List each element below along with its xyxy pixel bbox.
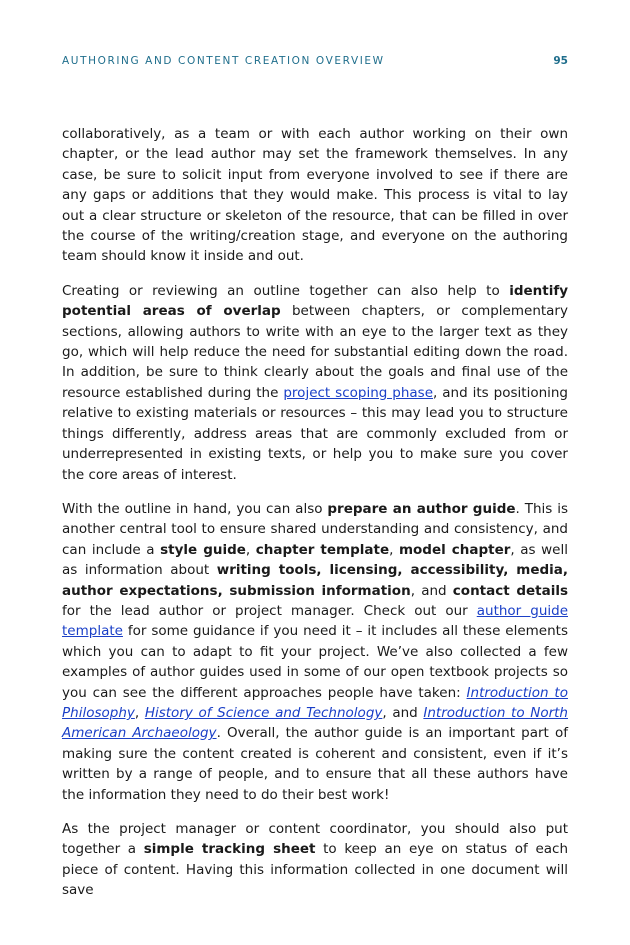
text-run: collaboratively, as a team or with each author working on their own chapter, or the lead author may set the framework themselves. In any case, be sure to solicit input from everyone involved to see if there are any gaps or additions that they would make. This process is vital to lay out a clear structure or skeleton of the resource, that can be filled in over the course of the writing/creation stage, and everyone on the authoring team should know it inside and out. — [62, 126, 568, 265]
text-run: Creating or reviewing an outline together can also help to — [62, 282, 510, 299]
bold-text: prepare an author guide — [327, 500, 516, 517]
bold-text: contact details — [452, 582, 568, 599]
bold-text: simple tracking sheet — [143, 841, 316, 858]
link-author-guide-template[interactable]: author guide template — [62, 602, 568, 640]
running-header — [62, 55, 568, 71]
paragraph-1 — [62, 124, 568, 267]
paragraph-3 — [62, 499, 568, 805]
text-run: , as well as information about — [62, 541, 568, 579]
text-run: . Overall, the author guide is an important part of making sure the content created is coherent and consistent, even if it’s written by a range of people, and to ensure that all these authors have the information they need to do their best work! — [62, 725, 568, 803]
page-number: 95 — [553, 55, 568, 67]
link-introduction-to-north-american-archaeology[interactable]: Introduction to North American Archaeology — [62, 704, 568, 742]
text-run: between chapters, or complementary sections, allowing authors to write with an eye to the larger text as they go, which will help reduce the need for substantial editing down the road. In addition, be sure to think clearly about the goals and final use of the resource established during the — [62, 303, 568, 401]
text-run: , — [245, 541, 256, 558]
link-introduction-to-philosophy[interactable]: Introduction to Philosophy — [62, 684, 568, 721]
bold-text: identify potential areas of overlap — [62, 282, 568, 320]
link-history-of-science-and-technology[interactable]: History of Science and Technology — [144, 704, 383, 721]
bold-text: style guide — [160, 541, 246, 558]
bold-text: model chapter — [398, 541, 511, 558]
text-run: to keep an eye on status of each piece of content. Having this information collected in one document will save — [62, 841, 568, 899]
paragraph-2 — [62, 281, 568, 485]
text-run: , and — [382, 704, 424, 721]
text-run: As the project manager or content coordinator, you should also put together a — [62, 821, 568, 858]
text-run: , — [134, 704, 145, 721]
text-run: With the outline in hand, you can also — [62, 500, 328, 517]
bold-text: chapter template — [255, 541, 390, 558]
body-text — [62, 124, 568, 915]
text-run: for some guidance if you need it – it includes all these elements which you can to adapt to fit your project. We’ve also collected a few examples of author guides used in some of our open textbook projects so you can see the different approaches people have taken: — [62, 623, 568, 701]
text-run: , and — [410, 582, 453, 599]
text-run: for the lead author or project manager. Check out our — [62, 602, 477, 619]
text-run: , — [389, 541, 399, 558]
link-project-scoping-phase[interactable]: project scoping phase — [283, 384, 434, 401]
running-header-title: AUTHORING AND CONTENT CREATION OVERVIEW — [62, 55, 385, 67]
text-run: . This is another central tool to ensure shared understanding and consistency, and can include a — [62, 500, 569, 558]
text-run: , and its positioning relative to existing materials or resources – this may lead you to structure things differently, address areas that are commonly excluded from or underrepresented in existing texts, or help you to make sure you cover the core areas of interest. — [62, 384, 569, 483]
bold-text: writing tools, licensing, accessibility, media, author expectations, submission information — [62, 562, 568, 599]
paragraph-4 — [62, 819, 568, 901]
